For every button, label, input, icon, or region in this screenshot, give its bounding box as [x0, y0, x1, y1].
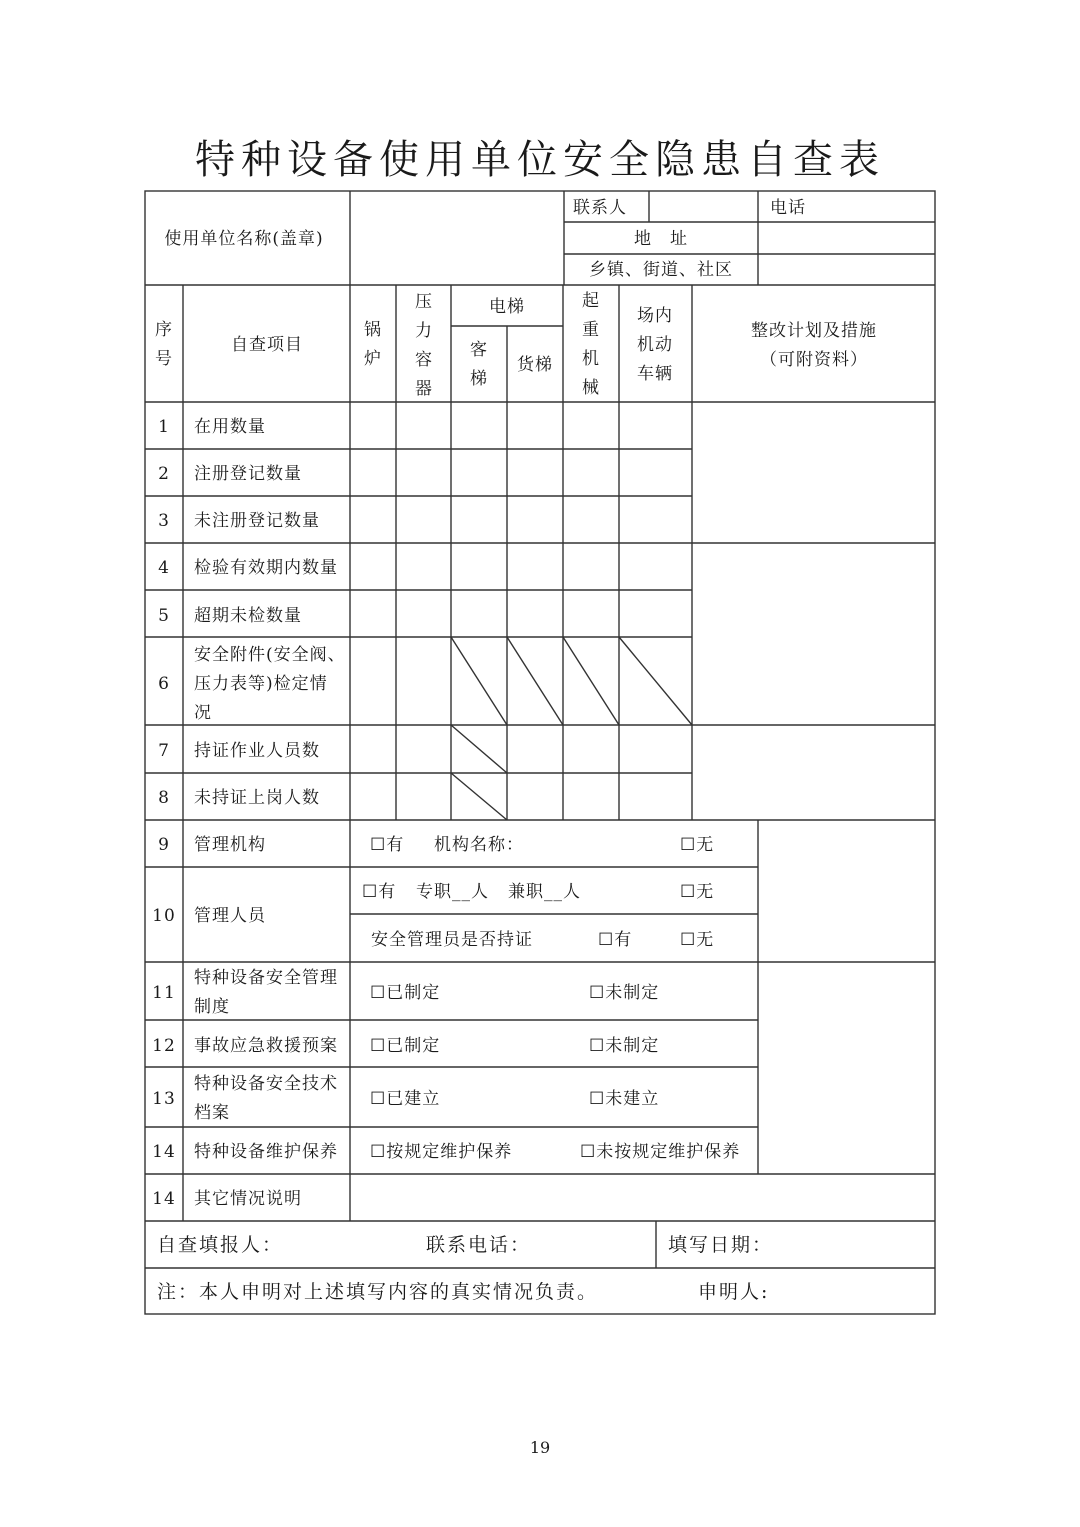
row-number: 14 — [152, 1189, 176, 1209]
checkbox-not-maintained[interactable]: ☐未按规定维护保养 — [580, 1142, 741, 1162]
form-title: 特种设备使用单位安全隐患自查表 — [195, 137, 885, 183]
row-item: 检验有效期内数量 — [194, 558, 338, 578]
checkbox-certified-yes[interactable]: ☐有 — [598, 930, 633, 950]
row-item: 持证作业人员数 — [194, 741, 320, 761]
row-number: 8 — [158, 788, 170, 808]
page-number: 19 — [529, 1438, 551, 1457]
col-plan-header-2: （可附资料） — [760, 350, 868, 370]
contact-label: 联系人 — [573, 198, 627, 218]
address-label: 地 址 — [634, 229, 688, 249]
checkbox-no-org[interactable]: ☐无 — [680, 835, 715, 855]
col-pressure-vessel-header: 压力容器 — [415, 292, 433, 399]
col-plan-header-1: 整改计划及措施 — [751, 321, 877, 341]
row-number: 13 — [152, 1089, 176, 1109]
row-item: 管理人员 — [194, 906, 266, 926]
row-item-line: 况 — [194, 703, 212, 723]
row-number: 4 — [158, 558, 170, 578]
row-item-line: 压力表等)检定情 — [194, 674, 328, 694]
col-vehicle-header: 场内机动车辆 — [637, 306, 673, 384]
row-number: 7 — [158, 741, 170, 761]
row-item-line: 特种设备安全管理 — [194, 968, 338, 988]
col-passenger-elevator-header: 客梯 — [470, 340, 488, 389]
row-item: 事故应急救援预案 — [194, 1036, 338, 1056]
row-number: 14 — [152, 1142, 176, 1162]
row-item: 其它情况说明 — [194, 1189, 302, 1209]
row-item: 未持证上岗人数 — [194, 788, 320, 808]
row-number: 2 — [158, 464, 170, 484]
certified-question: 安全管理员是否持证 — [371, 930, 533, 950]
township-label: 乡镇、街道、社区 — [589, 260, 733, 280]
row-item-line: 档案 — [194, 1103, 230, 1123]
contact-phone-label: 联系电话： — [426, 1234, 532, 1256]
col-elevator-header: 电梯 — [489, 297, 525, 317]
declarant-label: 申明人: — [698, 1281, 770, 1303]
row-number: 3 — [158, 511, 170, 531]
col-seq-header: 序号 — [155, 320, 173, 369]
unit-name-label: 使用单位名称(盖章) — [164, 229, 324, 249]
org-name-label: 机构名称： — [434, 835, 524, 855]
row-item: 超期未检数量 — [194, 606, 302, 626]
row-number: 12 — [152, 1036, 176, 1056]
row-number: 5 — [158, 606, 170, 626]
col-item-header: 自查项目 — [231, 335, 303, 355]
row-item-line: 安全附件(安全阀、 — [194, 645, 346, 665]
checkbox-not-formulated[interactable]: ☐未制定 — [589, 983, 660, 1003]
checkbox-not-formulated[interactable]: ☐未制定 — [589, 1036, 660, 1056]
declaration-note: 注：本人申明对上述填写内容的真实情况负责。 — [157, 1281, 599, 1303]
fulltime-count-field[interactable]: 专职__人 — [416, 882, 489, 902]
checkbox-not-established[interactable]: ☐未建立 — [589, 1089, 660, 1109]
col-freight-elevator-header: 货梯 — [517, 355, 553, 375]
filler-label: 自查填报人： — [157, 1234, 284, 1256]
row-item: 注册登记数量 — [194, 464, 302, 484]
row-number: 9 — [158, 835, 170, 855]
col-crane-header: 起重机械 — [582, 291, 600, 398]
row-item: 在用数量 — [194, 417, 266, 437]
row-number: 11 — [152, 983, 176, 1003]
row-number: 10 — [152, 906, 176, 926]
checkbox-formulated[interactable]: ☐已制定 — [370, 983, 441, 1003]
row-item-line: 制度 — [194, 997, 230, 1017]
row-item: 管理机构 — [194, 835, 266, 855]
phone-label: 电话 — [770, 198, 806, 218]
row-item-line: 特种设备安全技术 — [194, 1074, 338, 1094]
date-label: 填写日期： — [668, 1234, 774, 1256]
col-boiler-header: 锅炉 — [364, 320, 382, 369]
row-item: 未注册登记数量 — [194, 511, 320, 531]
checkbox-maintained[interactable]: ☐按规定维护保养 — [370, 1142, 513, 1162]
checkbox-established[interactable]: ☐已建立 — [370, 1089, 441, 1109]
checkbox-has-org[interactable]: ☐有 — [370, 835, 405, 855]
row-number: 1 — [158, 417, 170, 437]
checkbox-certified-no[interactable]: ☐无 — [680, 930, 715, 950]
row-number: 6 — [158, 674, 170, 694]
checkbox-has-staff[interactable]: ☐有 — [362, 882, 397, 902]
checkbox-no-staff[interactable]: ☐无 — [680, 882, 715, 902]
checkbox-formulated[interactable]: ☐已制定 — [370, 1036, 441, 1056]
parttime-count-field[interactable]: 兼职__人 — [508, 882, 581, 902]
row-item: 特种设备维护保养 — [194, 1142, 338, 1162]
